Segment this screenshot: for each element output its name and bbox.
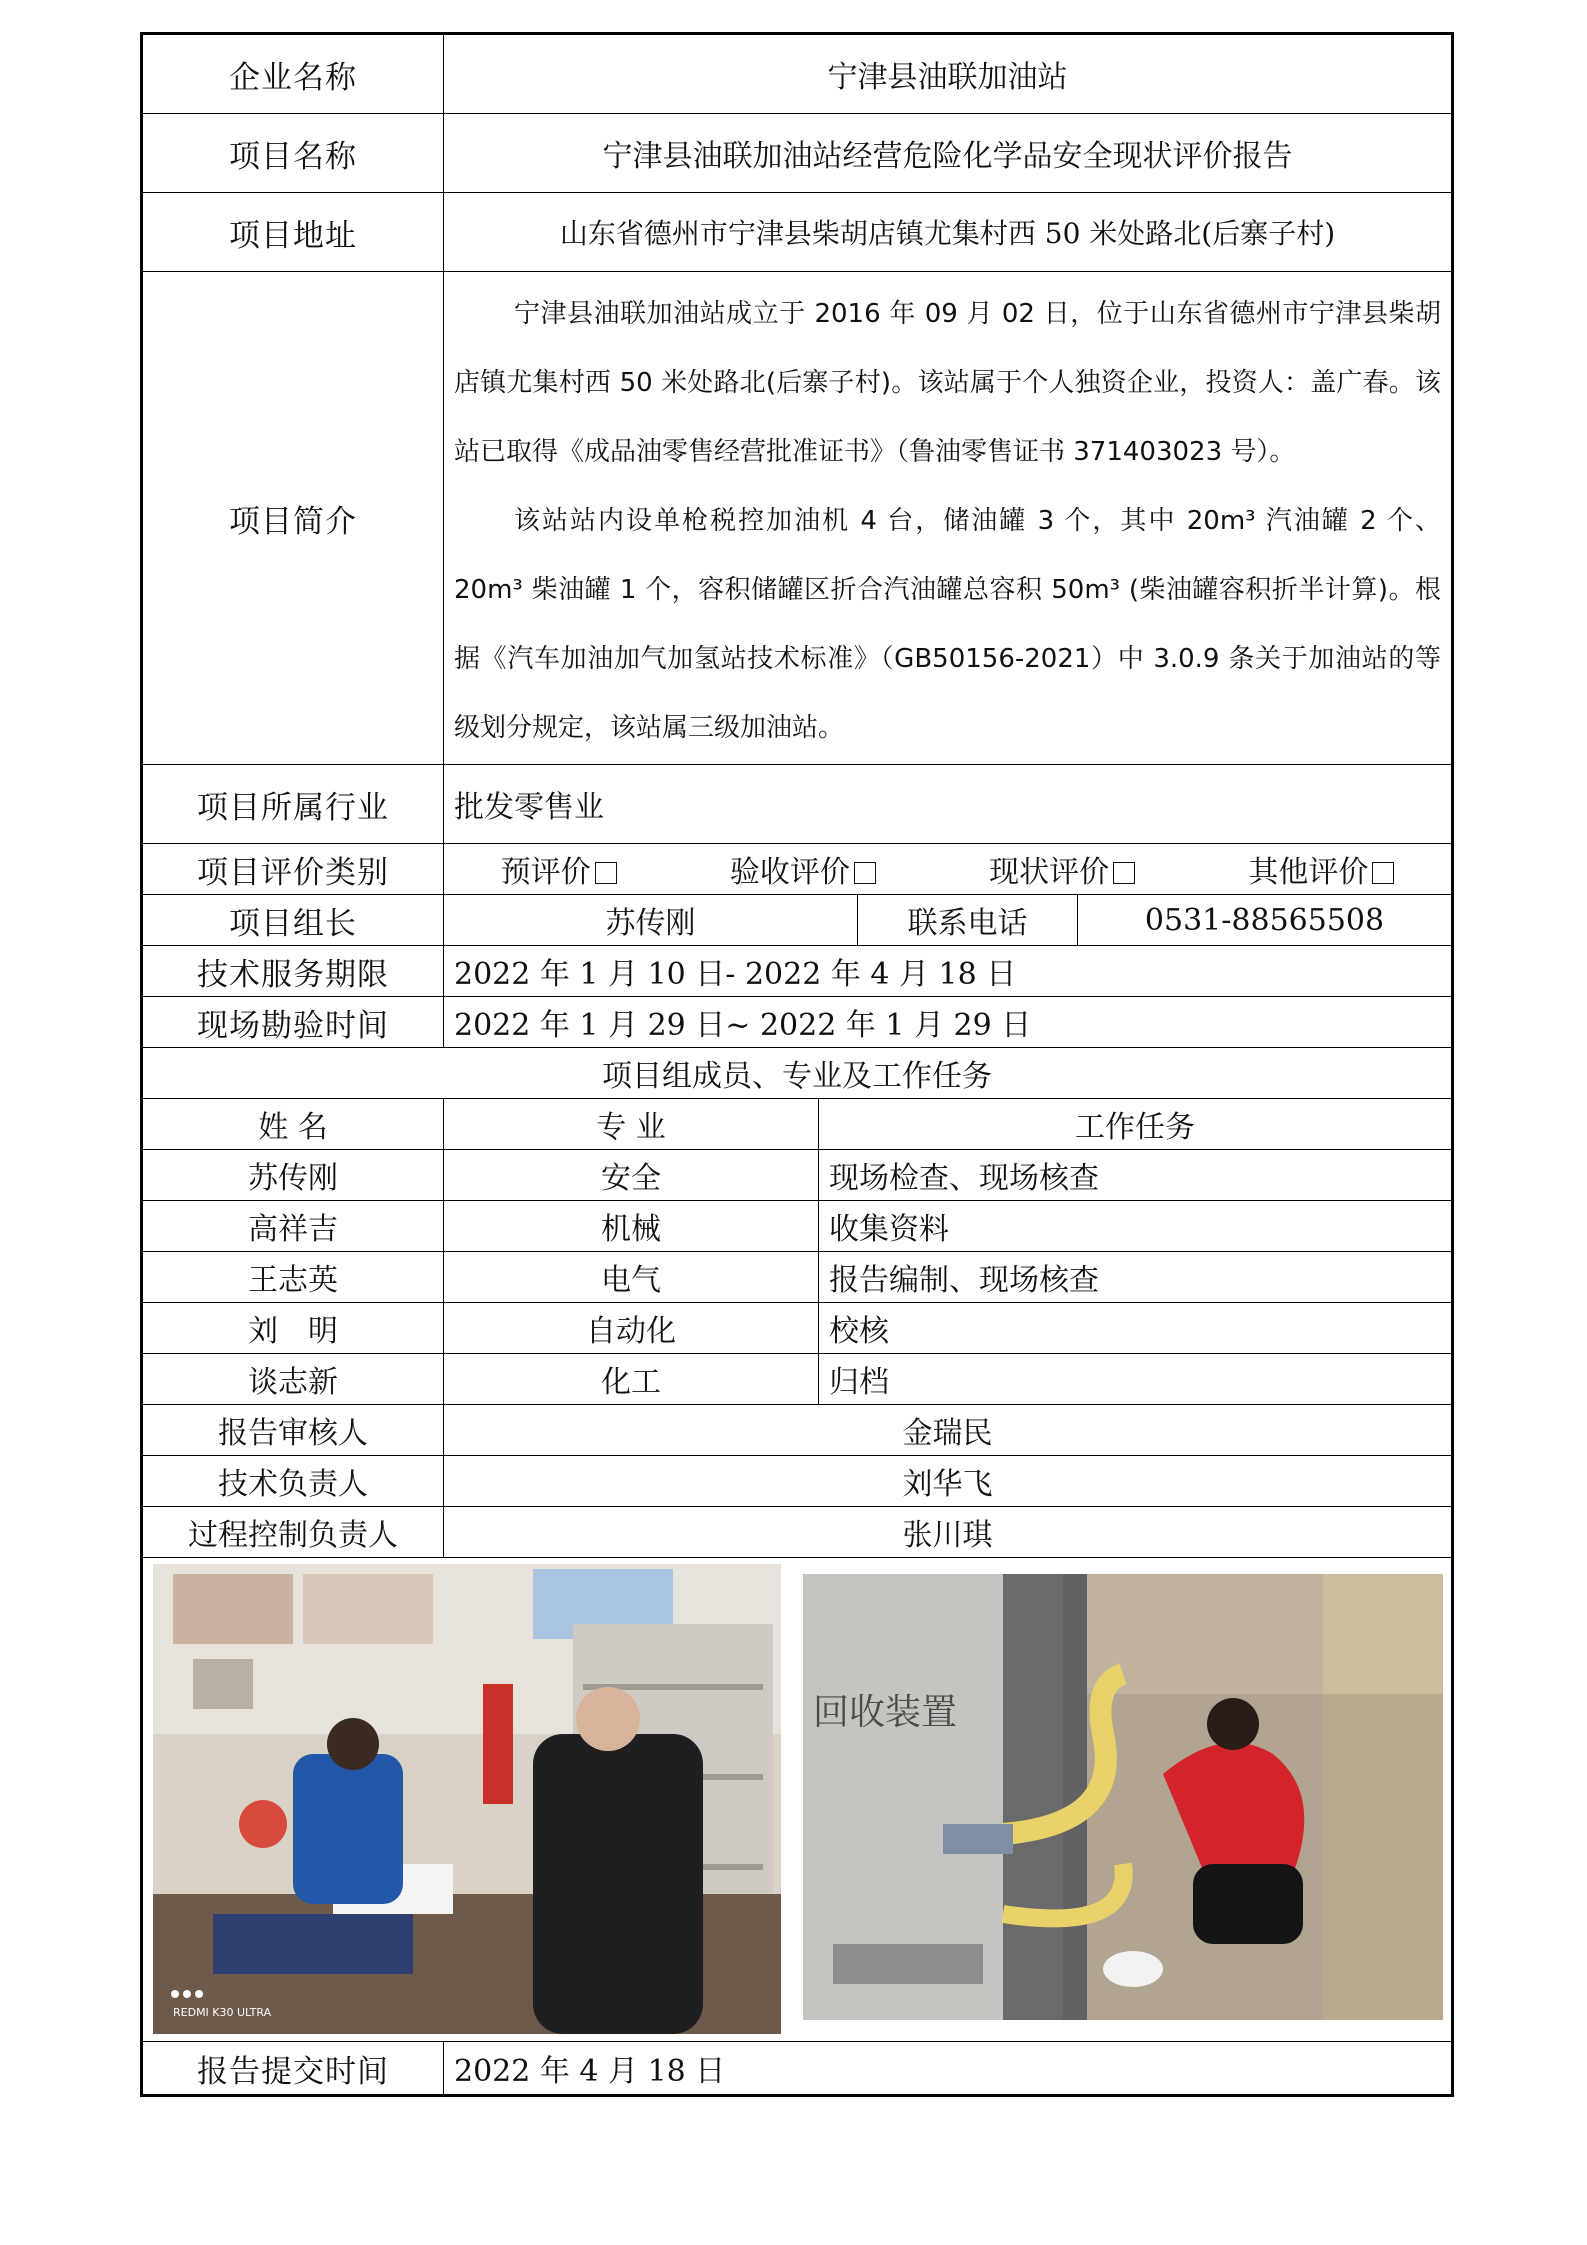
row-survey-time	[143, 997, 1451, 1048]
project-address-value: 山东省德州市宁津县柴胡店镇尤集村西 50 米处路北(后寨子村)	[443, 193, 1451, 271]
eval-current-checkbox[interactable]	[1113, 862, 1135, 884]
team-member-row	[143, 1150, 1451, 1201]
row-company	[143, 35, 1451, 114]
submit-time-label: 报告提交时间	[197, 2053, 389, 2090]
member-major: 安全	[443, 1150, 818, 1200]
process-lead-label: 过程控制负责人	[188, 1518, 398, 1553]
member-task: 收集资料	[818, 1201, 1451, 1251]
industry-value: 批发零售业	[443, 765, 1451, 843]
team-header-task: 工作任务	[818, 1099, 1451, 1149]
eval-other-checkbox[interactable]	[1372, 862, 1394, 884]
submit-time-value: 2022 年 4 月 18 日	[443, 2042, 1451, 2094]
intro-paragraph-2: 该站站内设单枪税控加油机 4 台，储油罐 3 个，其中 20m³ 汽油罐 2 个、20m³ 柴油罐 1 个，容积储罐区折合汽油罐总容积 50m³ (柴油罐容积折半计算)。根据《汽车加油加气加氢站技术标准》（GB50156-2021）中 3.0.9 条关于加油站的等级划分规定，该站属三级加油站。	[454, 506, 1441, 743]
survey-time-value: 2022 年 1 月 29 日~ 2022 年 1 月 29 日	[443, 997, 1451, 1047]
row-leader	[143, 895, 1451, 946]
project-name-label: 项目名称	[229, 138, 357, 175]
eval-pre-checkbox[interactable]	[595, 862, 617, 884]
row-project-name	[143, 114, 1451, 193]
eval-option-acceptance	[730, 847, 876, 891]
reviewer-label: 报告审核人	[218, 1416, 368, 1451]
eval-type-options	[443, 844, 1451, 894]
industry-label: 项目所属行业	[197, 789, 389, 826]
member-name: 谈志新	[248, 1365, 338, 1400]
team-member-row	[143, 1252, 1451, 1303]
member-major: 机械	[443, 1201, 818, 1251]
site-photo-recovery-device	[803, 1574, 1443, 2020]
service-period-value: 2022 年 1 月 10 日- 2022 年 4 月 18 日	[443, 946, 1451, 996]
member-task: 现场检查、现场核查	[818, 1150, 1451, 1200]
service-period-label: 技术服务期限	[197, 956, 389, 993]
project-intro-label: 项目简介	[229, 503, 357, 540]
team-header-name: 姓 名	[258, 1110, 328, 1145]
tech-lead-value: 刘华飞	[443, 1456, 1451, 1506]
row-team-title	[143, 1048, 1451, 1099]
member-name: 高祥吉	[248, 1212, 338, 1247]
member-major: 电气	[443, 1252, 818, 1302]
process-lead-value: 张川琪	[443, 1507, 1451, 1557]
project-name-value: 宁津县油联加油站经营危险化学品安全现状评价报告	[443, 114, 1451, 192]
row-team-header	[143, 1099, 1451, 1150]
eval-option-pre	[501, 847, 617, 891]
row-reviewer	[143, 1405, 1451, 1456]
row-service-period	[143, 946, 1451, 997]
eval-acceptance-checkbox[interactable]	[854, 862, 876, 884]
member-major: 化工	[443, 1354, 818, 1404]
eval-option-current	[989, 847, 1135, 891]
eval-option-other	[1248, 847, 1394, 891]
member-name: 苏传刚	[248, 1161, 338, 1196]
row-project-intro	[143, 272, 1451, 765]
phone-label: 联系电话	[857, 895, 1077, 945]
survey-time-label: 现场勘验时间	[197, 1007, 389, 1044]
member-task: 校核	[818, 1303, 1451, 1353]
row-tech-lead	[143, 1456, 1451, 1507]
photo-watermark: REDMI K30 ULTRA	[173, 2006, 272, 2019]
member-task: 归档	[818, 1354, 1451, 1404]
eval-type-label: 项目评价类别	[197, 854, 389, 891]
row-photos	[143, 1558, 1451, 2042]
eval-option-acceptance-label: 验收评价	[729, 855, 850, 890]
team-header-major: 专 业	[443, 1099, 818, 1149]
row-eval-type	[143, 844, 1451, 895]
eval-option-pre-label: 预评价	[500, 855, 591, 890]
team-member-row	[143, 1303, 1451, 1354]
company-value: 宁津县油联加油站	[443, 35, 1451, 113]
leader-label: 项目组长	[229, 905, 357, 942]
team-member-row	[143, 1354, 1451, 1405]
intro-paragraph-1: 宁津县油联加油站成立于 2016 年 09 月 02 日，位于山东省德州市宁津县柴胡店镇尤集村西 50 米处路北(后寨子村)。该站属于个人独资企业，投资人：盖广春。该站已取得《成品油零售经营批准证书》（鲁油零售证书 371403023 号）。	[454, 299, 1441, 467]
device-label: 回收装置	[813, 1692, 958, 1733]
row-process-lead	[143, 1507, 1451, 1558]
site-photo-office	[153, 1564, 781, 2034]
row-project-address	[143, 193, 1451, 272]
company-label: 企业名称	[229, 59, 357, 96]
reviewer-value: 金瑞民	[443, 1405, 1451, 1455]
phone-value: 0531-88565508	[1077, 895, 1451, 945]
member-name: 王志英	[248, 1263, 338, 1298]
project-intro-text	[443, 272, 1451, 764]
member-major: 自动化	[443, 1303, 818, 1353]
eval-option-current-label: 现状评价	[989, 855, 1110, 890]
team-member-row	[143, 1201, 1451, 1252]
report-info-table	[140, 32, 1454, 2097]
project-address-label: 项目地址	[229, 217, 357, 254]
row-submit-time	[143, 2042, 1451, 2094]
member-task: 报告编制、现场核查	[818, 1252, 1451, 1302]
tech-lead-label: 技术负责人	[218, 1467, 368, 1502]
team-title: 项目组成员、专业及工作任务	[602, 1059, 992, 1094]
leader-value: 苏传刚	[443, 895, 857, 945]
row-industry	[143, 765, 1451, 844]
eval-option-other-label: 其他评价	[1248, 855, 1369, 890]
member-name: 刘 明	[248, 1314, 338, 1349]
